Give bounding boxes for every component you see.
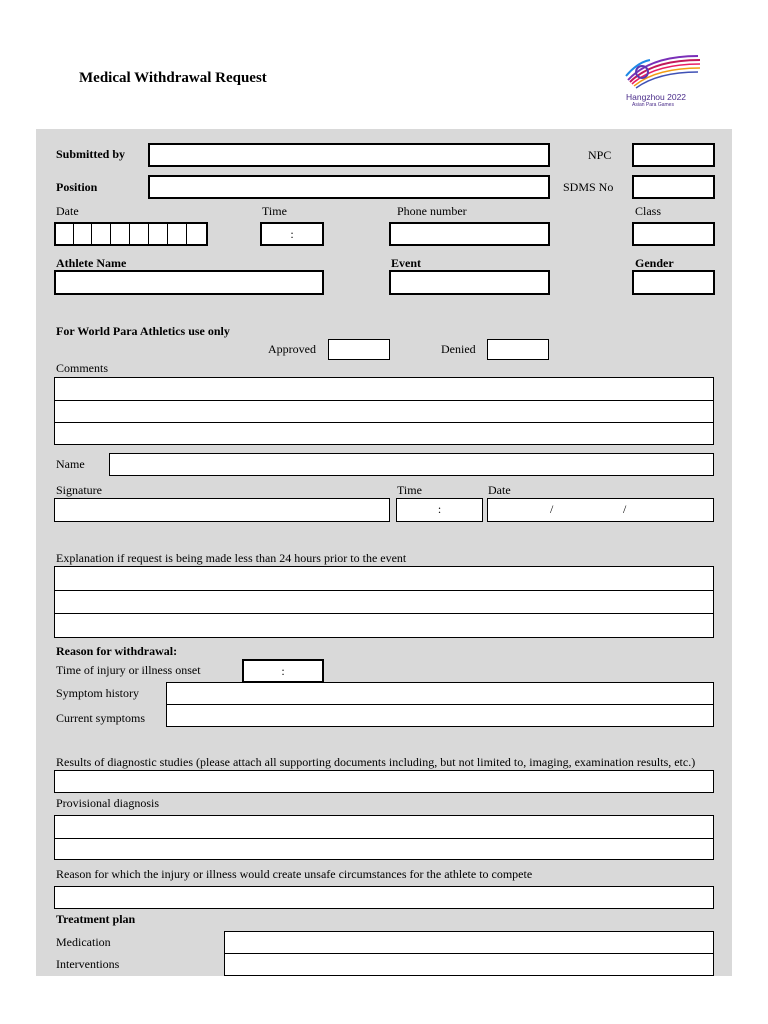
date-digit-cell[interactable]: [130, 224, 149, 244]
time-label: Time: [262, 204, 287, 218]
npc-field[interactable]: [632, 143, 715, 167]
onset-label: Time of injury or illness onset: [56, 663, 201, 677]
wpa-time-separator: :: [437, 502, 442, 516]
explanation-row-divider: [55, 613, 713, 614]
date-digit-cell[interactable]: [92, 224, 111, 244]
submitted-by-field[interactable]: [148, 143, 550, 167]
hangzhou-logo: [620, 50, 705, 112]
provisional-diagnosis-label: Provisional diagnosis: [56, 796, 160, 810]
diagnostic-label: Results of diagnostic studies (please attach all supporting documents including, but not limited to, imaging, examination results, etc.): [56, 755, 696, 769]
date-label: Date: [56, 204, 79, 218]
symptoms-row-divider: [167, 704, 713, 705]
symptoms-field[interactable]: [166, 682, 714, 727]
phone-number-field[interactable]: [389, 222, 550, 246]
page-title: Medical Withdrawal Request: [79, 70, 267, 86]
event-label: Event: [391, 256, 421, 270]
wpa-section-heading: For World Para Athletics use only: [56, 324, 230, 338]
date-digit-cell[interactable]: [74, 224, 92, 244]
sdms-no-field[interactable]: [632, 175, 715, 199]
date-field[interactable]: [54, 222, 208, 246]
gender-label: Gender: [635, 256, 674, 270]
wpa-date-label: Date: [488, 483, 511, 497]
date-digit-cell[interactable]: [56, 224, 74, 244]
onset-time-separator: :: [281, 664, 285, 678]
logo-emblem-icon: [620, 50, 705, 94]
phone-number-label: Phone number: [397, 204, 467, 218]
class-field[interactable]: [632, 222, 715, 246]
sdms-no-label: SDMS No: [563, 180, 614, 194]
signature-label: Signature: [56, 483, 102, 497]
explanation-row-divider: [55, 590, 713, 591]
date-digit-cell[interactable]: [187, 224, 206, 244]
wpa-date-field[interactable]: [487, 498, 714, 522]
treatment-field[interactable]: [224, 931, 714, 976]
symptom-history-label: Symptom history: [56, 686, 140, 700]
treatment-row-divider: [225, 953, 713, 954]
comments-row-divider: [55, 422, 713, 423]
date-digit-cell[interactable]: [168, 224, 187, 244]
date-digit-cell[interactable]: [111, 224, 130, 244]
wpa-time-label: Time: [397, 483, 422, 497]
current-symptoms-label: Current symptoms: [56, 711, 145, 725]
explanation-field[interactable]: [54, 566, 714, 638]
time-field[interactable]: [260, 222, 324, 246]
denied-field[interactable]: [487, 339, 549, 360]
logo-subtitle: Asian Para Games: [632, 102, 674, 108]
approved-label: Approved: [268, 342, 316, 356]
wpa-name-field[interactable]: [109, 453, 714, 476]
comments-row-divider: [55, 400, 713, 401]
unsafe-reason-label: Reason for which the injury or illness would create unsafe circumstances for the athlete to compete: [56, 867, 533, 881]
athlete-name-label: Athlete Name: [56, 256, 127, 270]
npc-label: NPC: [588, 148, 612, 162]
approved-field[interactable]: [328, 339, 390, 360]
date-separator: /: [623, 502, 627, 516]
denied-label: Denied: [441, 342, 476, 356]
logo-name: Hangzhou 2022: [626, 92, 687, 102]
signature-field[interactable]: [54, 498, 390, 522]
position-field[interactable]: [148, 175, 550, 199]
reason-heading: Reason for withdrawal:: [56, 644, 178, 658]
provisional-row-divider: [55, 838, 713, 839]
position-label: Position: [56, 180, 98, 194]
date-separator: /: [550, 502, 554, 516]
gender-field[interactable]: [632, 270, 715, 295]
medication-label: Medication: [56, 935, 111, 949]
provisional-diagnosis-field[interactable]: [54, 815, 714, 860]
date-digit-cell[interactable]: [149, 224, 168, 244]
wpa-time-field[interactable]: [396, 498, 483, 522]
explanation-label: Explanation if request is being made less than 24 hours prior to the event: [56, 551, 407, 565]
athlete-name-field[interactable]: [54, 270, 324, 295]
comments-field[interactable]: [54, 377, 714, 445]
event-field[interactable]: [389, 270, 550, 295]
comments-label: Comments: [56, 361, 109, 375]
unsafe-reason-field[interactable]: [54, 886, 714, 909]
time-separator: :: [290, 227, 294, 241]
submitted-by-label: Submitted by: [56, 147, 126, 161]
class-label: Class: [635, 204, 662, 218]
wpa-name-label: Name: [56, 457, 85, 471]
diagnostic-field[interactable]: [54, 770, 714, 793]
treatment-heading: Treatment plan: [56, 912, 136, 926]
onset-time-field[interactable]: [242, 659, 324, 683]
interventions-label: Interventions: [56, 957, 120, 971]
